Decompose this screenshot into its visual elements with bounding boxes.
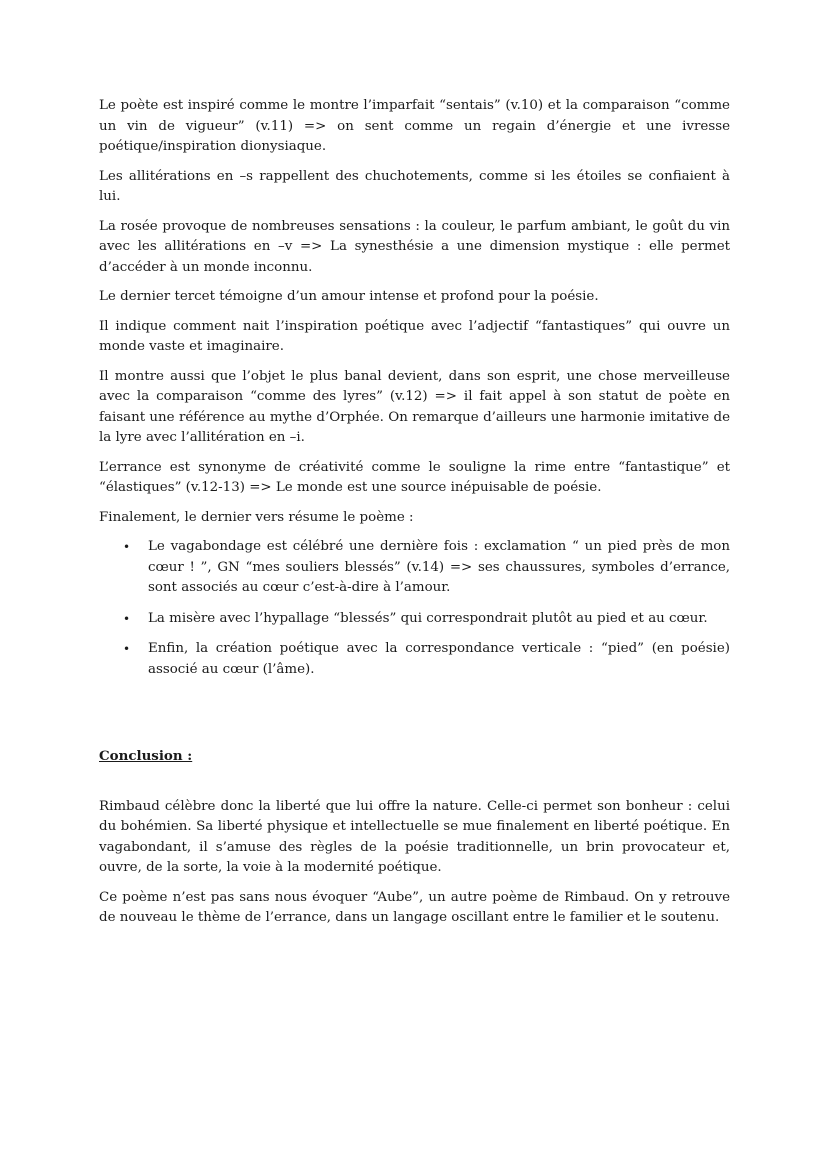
conclusion-paragraph-rimbaud: Rimbaud célèbre donc la liberté que lui offre la nature. Celle-ci permet son bonheur : celui du bohémien. Sa liberté physique et intellectuelle se mue finalement en liberté poétique. En vagabondant, il s’amuse des règles de la poésie traditionnelle, un brin provocateur et, ouvre, de la sorte, la voie à la modernité poétique.: [99, 798, 730, 875]
paragraph-rosee: La rosée provoque de nombreuses sensations : la couleur, le parfum ambiant, le goût du vin avec les allitérations en –v => La synesthésie a une dimension mystique : elle permet d’accéder à un monde inconnu.: [99, 218, 730, 275]
paragraph-errance: L’errance est synonyme de créativité comme le souligne la rime entre “fantastique” et “élastiques” (v.12-13) => Le monde est une source inépuisable de poésie.: [99, 459, 730, 495]
list-item-text: La misère avec l’hypallage “blessés” qui correspondrait plutôt au pied et au cœur.: [148, 610, 708, 626]
bullet-icon: •: [123, 611, 131, 626]
list-item: [123, 537, 730, 599]
paragraph-inspiration: Le poète est inspiré comme le montre l’imparfait “sentais” (v.10) et la comparaison “comme un vin de vigueur” (v.11) => on sent comme un regain d’énergie et une ivresse poétique/inspiration dionysiaque.: [99, 98, 730, 154]
conclusion-heading: Conclusion :: [99, 748, 193, 764]
paragraph-fantastiques: Il indique comment nait l’inspiration poétique avec l’adjectif “fantastiques” qui ouvre un monde vaste et imaginaire.: [99, 318, 730, 354]
conclusion-paragraph-aube: Ce poème n’est pas sans nous évoquer “Aube”, un autre poème de Rimbaud. On y retrouve de nouveau le thème de l’errance, dans un langage oscillant entre le familier et le soutenu.: [99, 889, 730, 925]
list-item-text: Le vagabondage est célébré une dernière fois : exclamation “ un pied près de mon cœur ! ”, GN “mes souliers blessés” (v.14) => ses chaussures, symboles d’errance, sont associés au cœur c’est-à-dire à l’amour.: [148, 539, 730, 595]
paragraph-dernier-tercet: Le dernier tercet témoigne d’un amour intense et profond pour la poésie.: [99, 289, 599, 304]
summary-bullet-list: [99, 537, 730, 680]
list-item: [123, 609, 730, 630]
list-item-text: Enfin, la création poétique avec la correspondance verticale : “pied” (en poésie) associé au cœur (l’âme).: [148, 641, 730, 677]
paragraph-alliterations-s: Les allitérations en –s rappellent des chuchotements, comme si les étoiles se confiaient à lui.: [99, 168, 730, 204]
paragraph-finalement: Finalement, le dernier vers résume le poème :: [99, 509, 414, 525]
bullet-icon: •: [123, 642, 131, 656]
list-item: [123, 639, 730, 680]
document-page: [99, 96, 730, 938]
bullet-icon: •: [123, 540, 131, 554]
paragraph-lyres: Il montre aussi que l’objet le plus banal devient, dans son esprit, une chose merveilleuse avec la comparaison “comme des lyres” (v.12) => il fait appel à son statut de poète en faisant une référence au mythe d’Orphée. On remarque d’ailleurs une harmonie imitative de la lyre avec l’allitération en –i.: [99, 368, 730, 445]
